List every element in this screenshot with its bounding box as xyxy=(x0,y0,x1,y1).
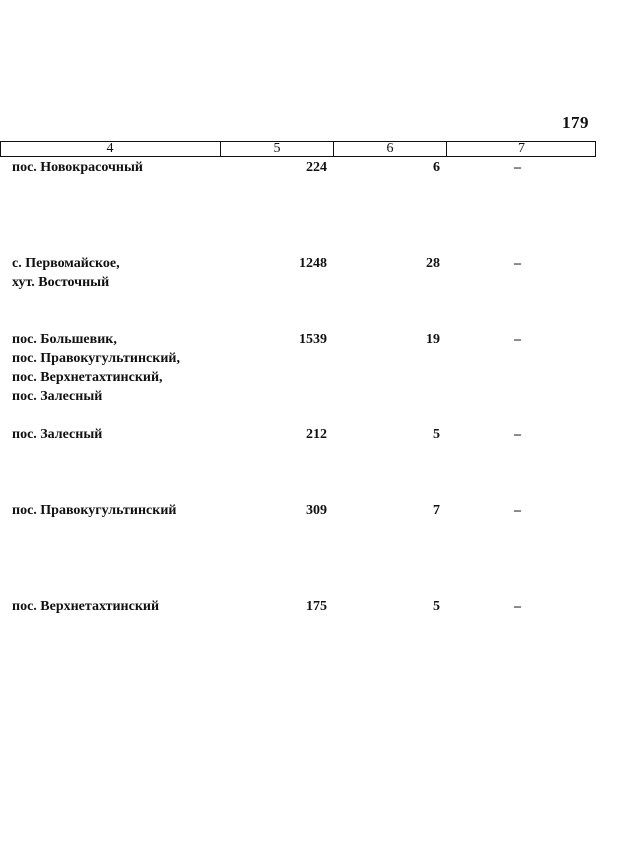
column-header-6: 6 xyxy=(334,142,447,156)
population-value: 224 xyxy=(306,160,327,175)
population-value: 1248 xyxy=(299,256,327,271)
settlement-name xyxy=(12,425,102,444)
column-6-value: 5 xyxy=(433,427,440,442)
column-7-value: – xyxy=(514,503,521,518)
settlement-name-line: пос. Залесный xyxy=(12,389,103,404)
settlement-name-line: пос. Большевик, xyxy=(12,332,117,347)
column-6-value: 6 xyxy=(433,160,440,175)
population-value: 1539 xyxy=(299,332,327,347)
column-header-7: 7 xyxy=(518,141,525,156)
column-header-5: 5 xyxy=(221,142,334,156)
column-7-value: – xyxy=(514,332,521,347)
page-number: 179 xyxy=(562,113,589,132)
column-7-value: – xyxy=(514,599,521,614)
settlement-name-line: пос. Залесный xyxy=(12,427,103,442)
column-7-value: – xyxy=(514,256,521,271)
column-6-value: 5 xyxy=(433,599,440,614)
settlement-name-line: хут. Восточный xyxy=(12,275,110,290)
settlement-name-line: пос. Новокрасочный xyxy=(12,160,143,175)
column-6-value: 7 xyxy=(433,503,440,518)
population-value: 175 xyxy=(306,599,327,614)
population-value: 309 xyxy=(306,503,327,518)
population-value: 212 xyxy=(306,427,327,442)
settlement-name xyxy=(12,501,176,520)
settlement-name-line: пос. Верхнетахтинский, xyxy=(12,370,163,385)
column-7-value: – xyxy=(514,427,521,442)
settlement-name-line: с. Первомайское, xyxy=(12,256,120,271)
column-6-value: 19 xyxy=(426,332,440,347)
settlement-name xyxy=(12,597,159,616)
settlement-name-line: пос. Верхнетахтинский xyxy=(12,599,160,614)
settlement-name-line: пос. Правокугультинский xyxy=(12,503,177,518)
column-7-value: – xyxy=(514,160,521,175)
column-6-value: 28 xyxy=(426,256,440,271)
column-header-4: 4 xyxy=(0,142,221,156)
settlement-name-line: пос. Правокугультинский, xyxy=(12,351,180,366)
settlement-name xyxy=(12,330,180,406)
table-column-header xyxy=(0,141,596,157)
settlement-name xyxy=(12,254,120,292)
settlement-name xyxy=(12,158,143,177)
